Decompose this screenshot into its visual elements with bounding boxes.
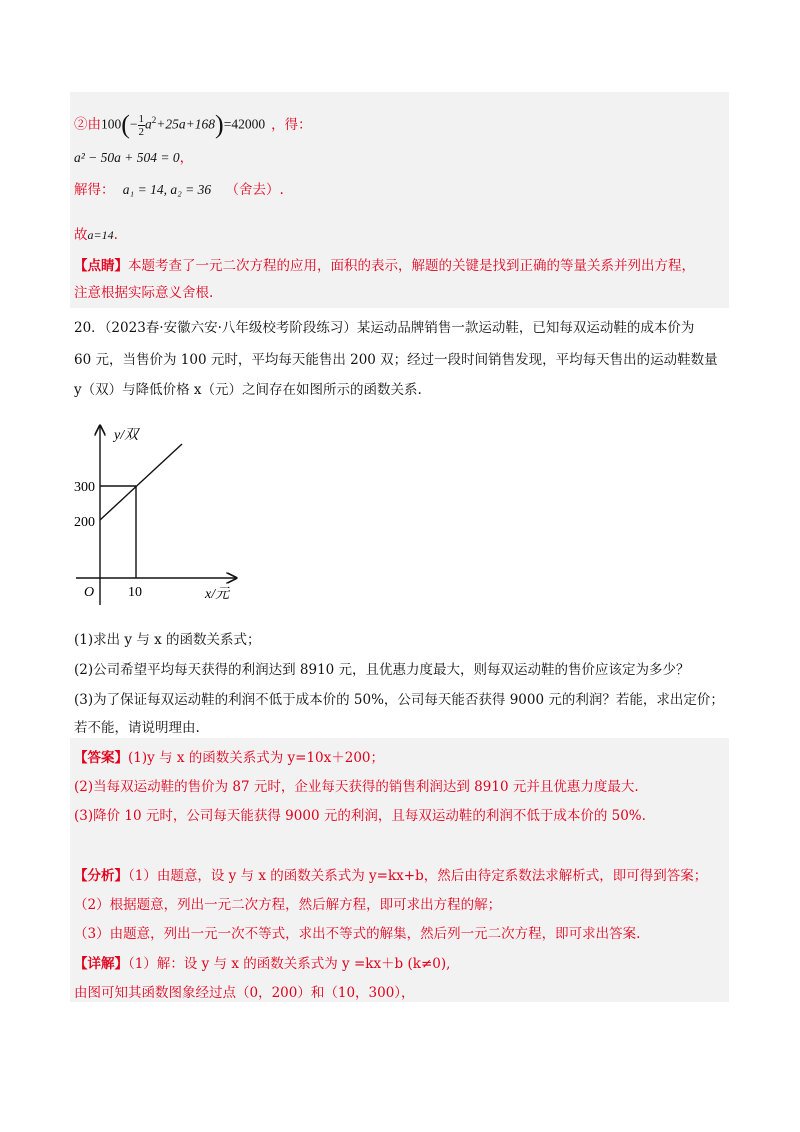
answer-line-2: (2)当每双运动鞋的售价为 87 元时，企业每天获得的销售利润达到 8910 元并且优惠力度最大. bbox=[74, 779, 639, 795]
eq-line-1: ②由100(− $\frac{1}{2}$ $a^2+25a+168)=42000$ ，得： bbox=[74, 110, 312, 139]
detail-line-2: 由图可知其函数图象经过点（0，200）和（10，300）， bbox=[74, 985, 415, 1001]
problem-line-3: y（双）与降低价格 x（元）之间存在如图所示的函数关系. bbox=[74, 382, 422, 398]
function-graph bbox=[60, 420, 260, 610]
analysis-line-3: （3）由题意，列出一元一次不等式，求出不等式的解集，然后列一元二次方程，即可求出答案. bbox=[74, 926, 641, 942]
tick-10: 10 bbox=[128, 585, 142, 600]
dianjing-line-2: 注意根据实际意义舍根. bbox=[74, 285, 214, 301]
question-3a: (3)为了保证每双运动鞋的利润不低于成本价的 50%，公司每天能否获得 9000 元的利润？若能，求出定价； bbox=[74, 692, 724, 708]
gu-line: 故a=14. bbox=[74, 227, 118, 243]
answer-line-1: 【答案】(1)y 与 x 的函数关系式为 y=10x＋200； bbox=[74, 750, 385, 766]
origin-label: O bbox=[84, 585, 95, 600]
solve-line: 解得： a₁ = 14, a₂ = 36 （舍去）. bbox=[74, 182, 284, 198]
question-3b: 若不能，请说明理由. bbox=[74, 720, 200, 736]
problem-line-1: 20．（2023春·安徽六安·八年级校考阶段练习）某运动品牌销售一款运动鞋，已知每双运动鞋的成本价为 bbox=[74, 320, 695, 336]
problem-line-2: 60 元，当售价为 100 元时，平均每天能售出 200 双；经过一段时间销售发现，平均每天售出的运动鞋数量 bbox=[74, 352, 718, 368]
eq-line-2: a² − 50a + 504 = 0， bbox=[74, 150, 194, 166]
fraction-half: $\frac{1}{2}$ bbox=[138, 112, 145, 138]
y-axis-label: y/双 bbox=[114, 428, 139, 443]
function-line bbox=[100, 444, 182, 520]
detail-line-1: 【详解】（1）解：设 y 与 x 的函数关系式为 y =kx＋b (k≠0), bbox=[74, 956, 451, 972]
question-1: (1)求出 y 与 x 的函数关系式； bbox=[74, 632, 261, 648]
analysis-line-1: 【分析】（1）由题意，设 y 与 x 的函数关系式为 y=kx+b，然后由待定系数法求解析式，即可得到答案； bbox=[74, 868, 708, 884]
x-axis-label: x/元 bbox=[205, 587, 230, 602]
answer-line-3: (3)降价 10 元时，公司每天能获得 9000 元的利润，且每双运动鞋的利润不低于成本价的 50%. bbox=[74, 808, 646, 824]
analysis-line-2: （2）根据题意，列出一元二次方程，然后解方程，即可求出方程的解； bbox=[74, 897, 502, 913]
tick-300: 300 bbox=[74, 480, 95, 495]
question-2: (2)公司希望平均每天获得的利润达到 8910 元，且优惠力度最大，则每双运动鞋的售价应该定为多少？ bbox=[74, 662, 690, 678]
tick-200: 200 bbox=[74, 515, 95, 530]
dianjing-line-1: 【点睛】本题考查了一元二次方程的应用，面积的表示，解题的关键是找到正确的等量关系并列出方程， bbox=[74, 258, 695, 274]
